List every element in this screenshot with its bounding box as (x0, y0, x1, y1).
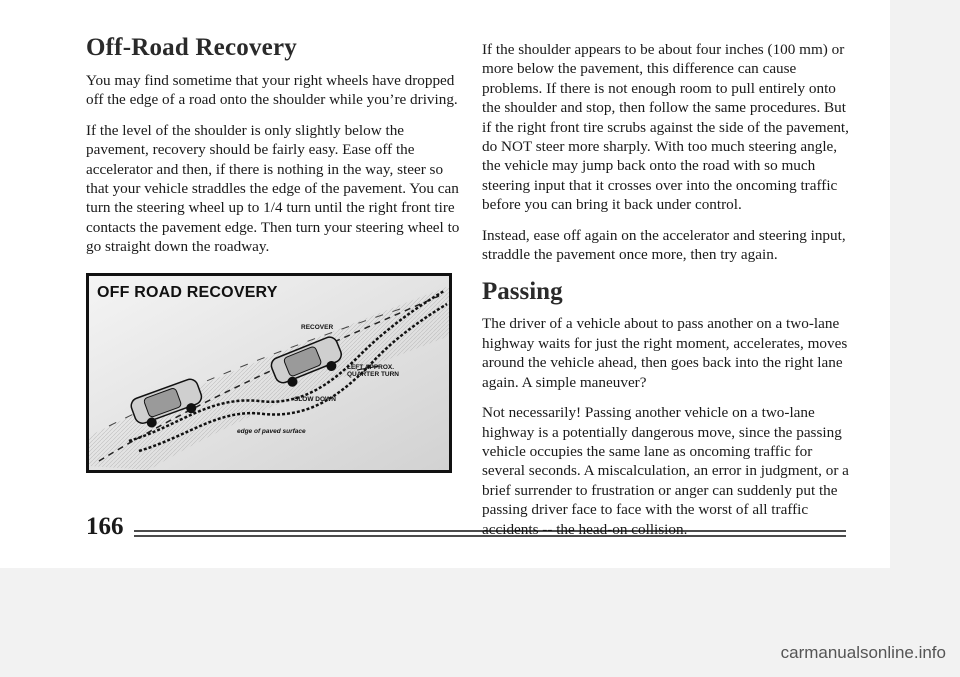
off-road-recovery-illustration (86, 273, 452, 473)
left-column (86, 34, 461, 268)
figure-title: OFF ROAD RECOVERY (97, 284, 278, 301)
page-number: 166 (86, 513, 124, 540)
section-heading-off-road-recovery: Off-Road Recovery (86, 34, 297, 61)
figure-label-turn-line2: QUARTER TURN (347, 371, 399, 378)
paragraph: Instead, ease off again on the accelerator and steering input, straddle the pavement once more, then try again. (482, 226, 846, 264)
figure-label-turn-line1: LEFT APPROX. (347, 364, 395, 371)
right-column (482, 40, 857, 550)
footer-rule (86, 528, 846, 540)
paragraph: The driver of a vehicle about to pass another on a two-lane highway waits for just the right moment, accelerates, moves around the vehicle ahead, then goes back into the right lane again. A simple maneuver? (482, 315, 848, 391)
paragraph: If the level of the shoulder is only slightly below the pavement, recovery should be fairly easy. Ease off the accelerator and then, if there is nothing in the way, steer so that your vehicle straddles the edge of the pavement. You can turn the steering wheel up to 1/4 turn until the right front tire contacts the pavement edge. Then turn your steering wheel to go straight down the roadway. (86, 121, 460, 256)
paragraph: Not necessarily! Passing another vehicle on a two-lane highway is a potentially dangerous move, since the passing vehicle occupies the same lane as oncoming traffic for several seconds. A miscalculation, an error in judgment, or a brief surrender to frustration or anger can suddenly put the passing driver face to face with the worst of all traffic accidents -- the head-on collision. (482, 404, 849, 538)
paragraph: If the shoulder appears to be about four inches (100 mm) or more below the pavement, this difference can cause problems. If there is not enough room to pull entirely onto the shoulder and stop, then follow the same procedures. But if the right front tire scrubs against the side of the pavement, do NOT steer more sharply. With too much steering angle, the vehicle may jump back onto the road with so much steering input that it crosses over into the oncoming traffic before you can bring it back under control. (482, 41, 849, 214)
watermark: carmanualsonline.info (780, 643, 946, 662)
section-heading-passing: Passing (482, 278, 563, 306)
figure-label-slow-down: SLOW DOWN (294, 396, 336, 403)
paragraph: You may find sometime that your right wheels have dropped off the edge of a road onto the shoulder while you’re driving. (86, 72, 458, 109)
figure-label-recover: RECOVER (301, 324, 334, 331)
figure-label-edge: edge of paved surface (237, 428, 306, 435)
